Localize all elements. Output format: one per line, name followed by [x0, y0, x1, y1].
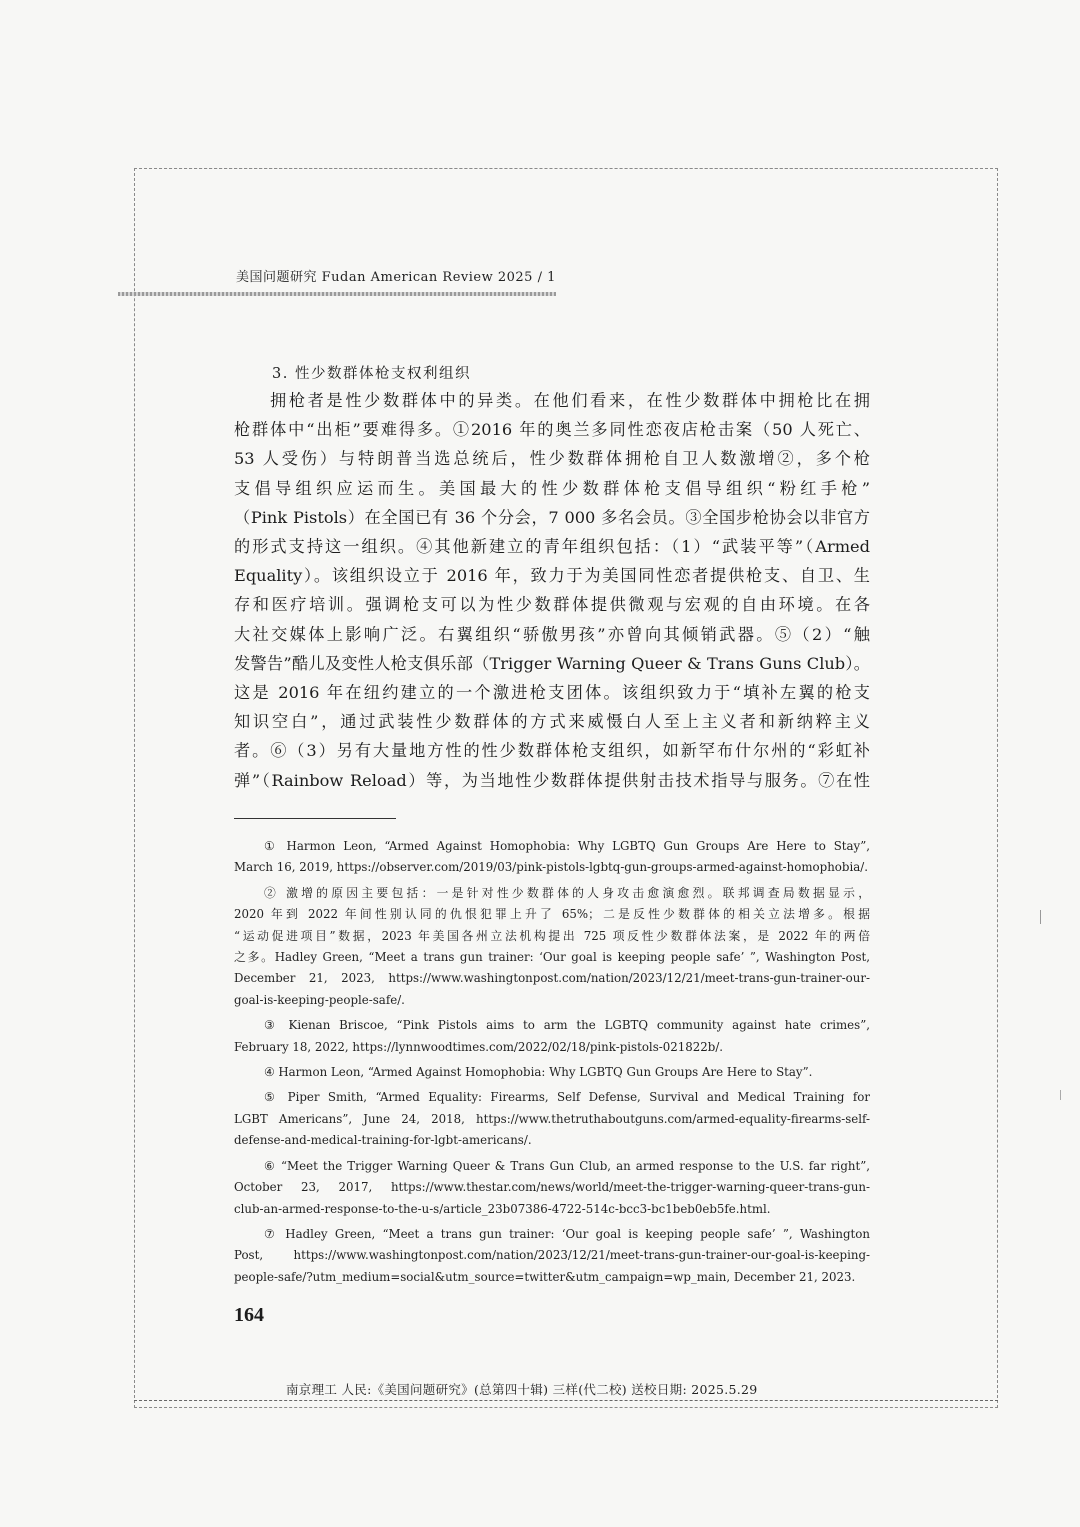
body-line: Equality）。该组织设立于 2016 年，致力于为美国同性恋者提供枪支、自卫、生: [234, 566, 870, 586]
running-head: 美国问题研究 Fudan American Review 2025 / 1: [236, 270, 556, 285]
body-line: 的形式支持这一组织。④其他新建立的青年组织包括：（1）“武装平等”（Armed: [234, 537, 870, 557]
body-line: 53 人受伤）与特朗普当选总统后，性少数群体拥枪自卫人数激增②，多个枪: [234, 449, 870, 469]
footnote-line: Post, https://www.washingtonpost.com/nation/2023/12/21/meet-trans-gun-trainer-our-goal-is-keeping-: [234, 1248, 870, 1263]
footnote-divider: [234, 818, 396, 819]
running-head-rule: [118, 292, 556, 296]
body-line: 拥枪者是性少数群体中的异类。在他们看来，在性少数群体中拥枪比在拥: [270, 391, 870, 410]
footnote-line: October 23, 2017, https://www.thestar.com/news/world/meet-the-trigger-warning-queer-trans-gun-: [234, 1180, 870, 1195]
body-line: （Pink Pistols）在全国已有 36 个分会，7 000 多名会员。③全国步枪协会以非官方: [234, 507, 870, 527]
footnote-line: people-safe/?utm_medium=social&utm_source=twitter&utm_campaign=wp_main, December 21, 2023.: [234, 1269, 856, 1284]
footnote: [234, 836, 870, 879]
footnote: [234, 1156, 870, 1220]
footnote: [234, 1015, 870, 1058]
footnote-line: ② 激增的原因主要包括：一是针对性少数群体的人身攻击愈演愈烈。联邦调查局数据显示，: [264, 885, 870, 900]
footnote-line: LGBT Americans”, June 24, 2018, https://www.thetruthaboutguns.com/armed-equality-firearms-self-: [234, 1111, 870, 1126]
footnote: [234, 1062, 870, 1083]
body-line: 存和医疗培训。强调枪支可以为性少数群体提供微观与宏观的自由环境。在各: [234, 595, 870, 615]
footnote: [234, 883, 870, 1011]
body-line: 弹”（Rainbow Reload）等，为当地性少数群体提供射击技术指导与服务。⑦在性: [234, 770, 870, 790]
footnote-line: ⑥ “Meet the Trigger Warning Queer & Trans Gun Club, an armed response to the U.S. far right”,: [264, 1158, 870, 1173]
footnote-line: 2020 年到 2022 年间性别认同的仇恨犯罪上升了 65%；二是反性少数群体的相关立法增多。根据: [234, 907, 870, 922]
body-line: 这是 2016 年在纽约建立的一个激进枪支团体。该组织致力于“填补左翼的枪支: [234, 683, 870, 703]
body-line: 者。⑥（3）另有大量地方性的性少数群体枪支组织，如新罕布什尔州的“彩虹补: [234, 741, 870, 761]
footnote-line: ③ Kienan Briscoe, “Pink Pistols aims to arm the LGBTQ community against hate crimes”,: [264, 1018, 870, 1033]
footnote-line: February 18, 2022, https://lynnwoodtimes.com/2022/02/18/pink-pistols-021822b/.: [234, 1039, 724, 1054]
footnote-line: goal-is-keeping-people-safe/.: [234, 992, 405, 1007]
scan-mark: [1060, 1090, 1061, 1100]
footnote-line: 之多。Hadley Green, “Meet a trans gun trainer: ‘Our goal is keeping people safe’ ”, Washington Post,: [234, 950, 870, 965]
proof-info-line: 南京理工 人民:《美国问题研究》(总第四十辑) 三样(代二校) 送校日期: 2025.5.29: [286, 1382, 758, 1397]
scan-mark: [1040, 910, 1041, 924]
footnote-line: ④ Harmon Leon, “Armed Against Homophobia: Why LGBTQ Gun Groups Are Here to Stay”.: [264, 1065, 813, 1080]
footnote-line: March 16, 2019, https://observer.com/2019/03/pink-pistols-lgbtq-gun-groups-armed-against-homophobia/.: [234, 860, 868, 875]
body-line: 大社交媒体上影响广泛。右翼组织“骄傲男孩”亦曾向其倾销武器。⑤（2）“触: [234, 624, 870, 644]
proof-frame-bottom-border: [134, 1400, 998, 1401]
footnote-line: ⑦ Hadley Green, “Meet a trans gun trainer: ‘Our goal is keeping people safe’ ”, Washington: [264, 1226, 870, 1241]
footnote-line: December 21, 2023, https://www.washingtonpost.com/nation/2023/12/21/meet-trans-gun-trainer-our-: [234, 971, 870, 986]
footnote-line: club-an-armed-response-to-the-u-s/article_23b07386-4722-514c-bcc3-bc1beb0eb5fe.html.: [234, 1201, 771, 1216]
footnote-line: “运动促进项目”数据，2023 年美国各州立法机构提出 725 项反性少数群体法案，是 2022 年的两倍: [234, 928, 870, 943]
body-line: 支倡导组织应运而生。美国最大的性少数群体枪支倡导组织“粉红手枪”: [234, 478, 870, 498]
footnotes: [234, 836, 870, 1292]
body-line: 知识空白”，通过武装性少数群体的方式来威慑白人至上主义者和新纳粹主义: [234, 712, 870, 732]
footnote-line: defense-and-medical-training-for-lgbt-americans/.: [234, 1133, 532, 1148]
footnote-line: ⑤ Piper Smith, “Armed Equality: Firearms, Self Defense, Survival and Medical Training for: [264, 1090, 870, 1105]
body-line: 发警告”酷儿及变性人枪支俱乐部（Trigger Warning Queer & Trans Guns Club）。: [234, 653, 870, 673]
footnote: [234, 1224, 870, 1288]
body-text: [234, 386, 870, 795]
footnote-line: ① Harmon Leon, “Armed Against Homophobia: Why LGBTQ Gun Groups Are Here to Stay”,: [264, 839, 870, 853]
page-number: 164: [234, 1304, 264, 1326]
body-line: 枪群体中“出柜”要难得多。①2016 年的奥兰多同性恋夜店枪击案（50 人死亡、: [234, 420, 870, 440]
footnote: [234, 1087, 870, 1151]
section-title: 3. 性少数群体枪支权利组织: [272, 366, 471, 382]
